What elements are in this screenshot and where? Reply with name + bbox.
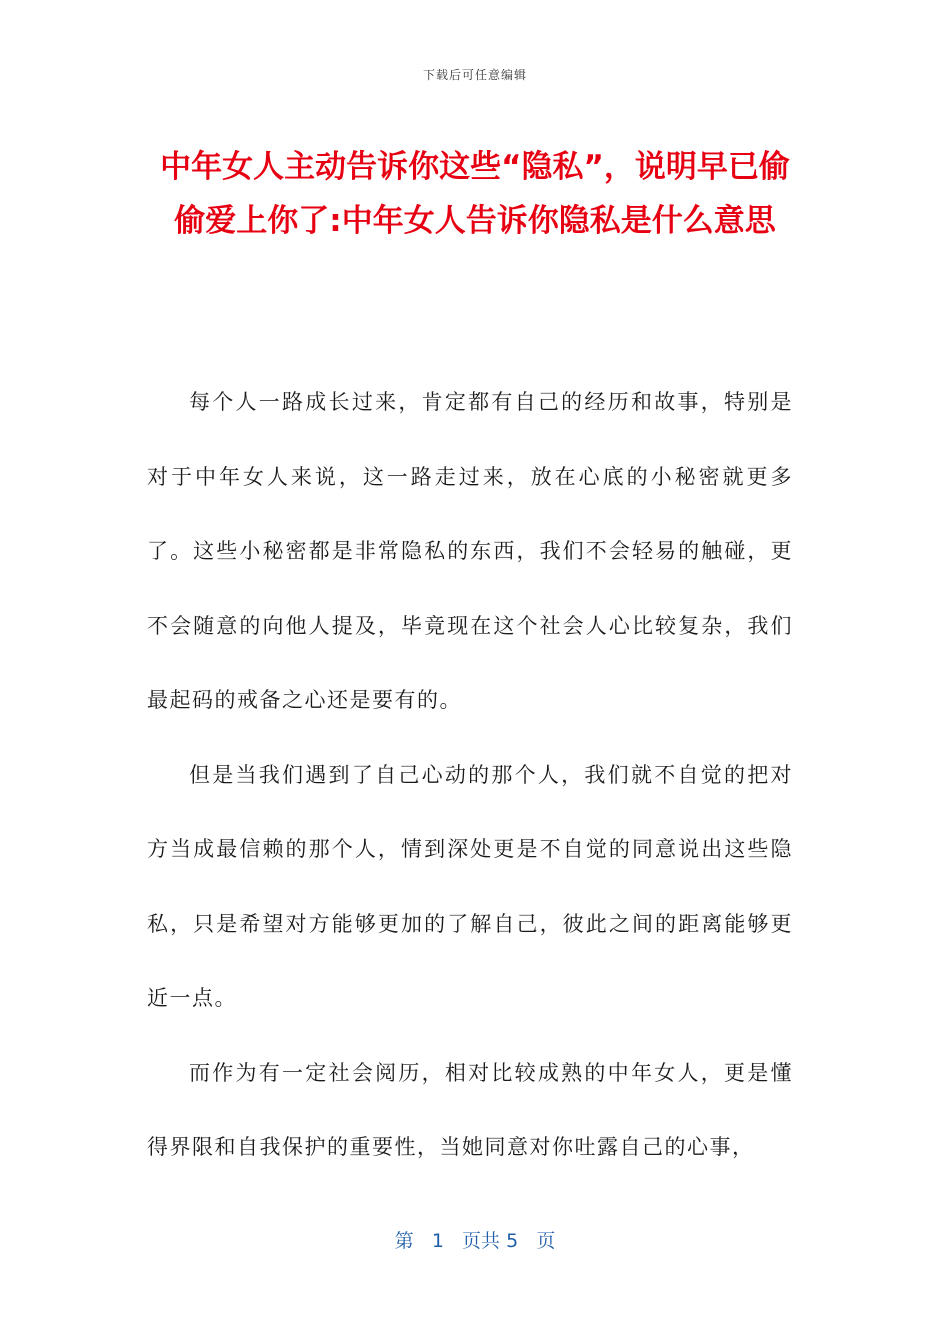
page-number-footer	[0, 1226, 950, 1253]
page-current: 1	[431, 1230, 444, 1252]
page-mid: 页共	[462, 1230, 501, 1252]
page-total: 5	[506, 1230, 519, 1252]
article-body	[147, 365, 793, 1185]
page-prefix: 第	[394, 1230, 414, 1252]
header-note: 下载后可任意编辑	[422, 68, 527, 82]
paragraph-1: 每个人一路成长过来，肯定都有自己的经历和故事，特别是对于中年女人来说，这一路走过来，放在心底的小秘密就更多了。这些小秘密都是非常隐私的东西，我们不会轻易的触碰，更不会随意的向他人提及，毕竟现在这个社会人心比较复杂，我们最起码的戒备之心还是要有的。	[147, 390, 793, 712]
paragraph-3: 而作为有一定社会阅历，相对比较成熟的中年女人，更是懂得界限和自我保护的重要性，当她同意对你吐露自己的心事，	[147, 1060, 793, 1159]
article-title: 中年女人主动告诉你这些“隐私”，说明早已偷偷爱上你了:中年女人告诉你隐私是什么意思	[160, 149, 790, 239]
page-suffix: 页	[536, 1230, 556, 1252]
paragraph-2: 但是当我们遇到了自己心动的那个人，我们就不自觉的把对方当成最信赖的那个人，情到深处更是不自觉的同意说出这些隐私，只是希望对方能够更加的了解自己，彼此之间的距离能够更近一点。	[147, 762, 793, 1010]
